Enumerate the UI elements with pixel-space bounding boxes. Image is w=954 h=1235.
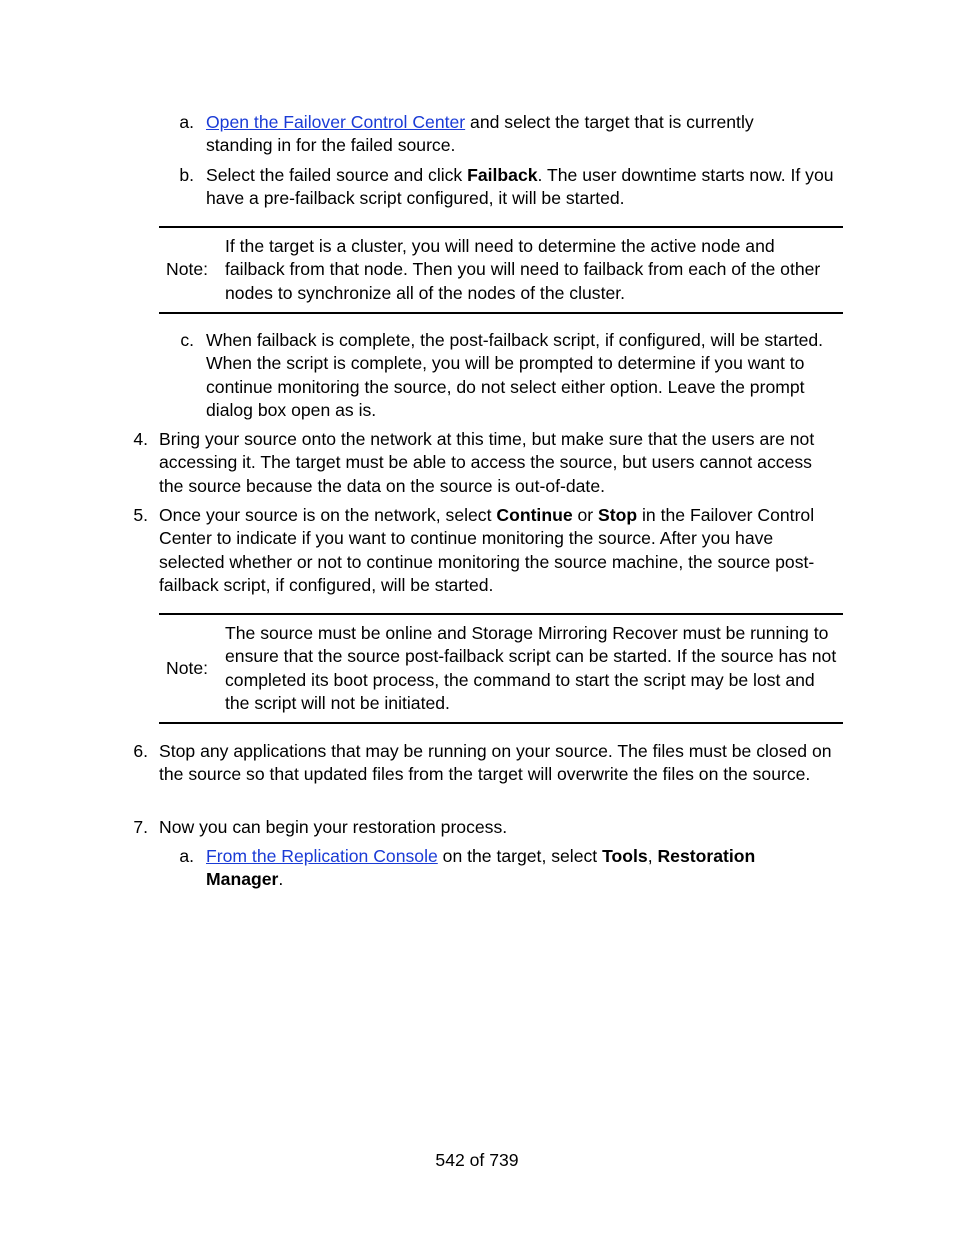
step-text: Bring your source onto the network at this time, but make sure that the users are not accessing it. The target must be able to access the source, but users cannot access the source because the data on the source is out-of-date. <box>159 429 815 496</box>
list-marker: a. <box>179 112 194 132</box>
step-text: When failback is complete, the post-failback script, if configured, will be started. When the script is complete, you will be prompted to determine if you want to continue monitoring the source, do not select either option. Leave the prompt dialog box open as is. <box>206 330 824 420</box>
step-text <box>206 111 806 158</box>
continue-term: Continue <box>496 505 573 525</box>
failback-term: Failback <box>467 165 538 185</box>
note-text: If the target is a cluster, you will need to determine the active node and failback from that node. Then you will need to failback from each of the other nodes to synchronize all of the nodes of the cluster. <box>225 236 821 303</box>
step-text-mid: or <box>572 505 599 525</box>
step-text-post: . <box>278 869 284 890</box>
list-marker: 6. <box>133 741 148 761</box>
list-marker: 4. <box>133 429 148 449</box>
list-marker: a. <box>179 846 194 866</box>
note-text: The source must be online and Storage Mirroring Recover must be running to ensure that the source post-failback script can be started. If the source has not completed its boot process, the command to start the script may be lost and the script will not be initiated. <box>225 623 837 713</box>
open-failover-control-center-link[interactable]: Open the Failover Control Center <box>206 112 466 132</box>
step-text: Stop any applications that may be running on your source. The files must be closed on the source so that updated files from the target will overwrite the files on the source. <box>159 741 832 785</box>
list-marker: 7. <box>133 817 148 837</box>
step-text-pre: Select the failed source and click <box>206 165 468 185</box>
step-text-tail: and select the target that is currently standing in for the failed source. <box>206 112 754 156</box>
note-top-rule <box>159 613 843 615</box>
step-text-post: . The user downtime starts now. If you have a pre-failback script configured, it will be started. <box>206 165 834 209</box>
step-text <box>206 164 843 211</box>
restoration-manager-term: Restoration Manager <box>206 846 756 890</box>
list-marker: 5. <box>133 505 148 525</box>
note-top-rule <box>159 226 843 228</box>
list-marker: b. <box>179 165 194 185</box>
step-text-pre: Once your source is on the network, select <box>159 505 497 525</box>
note-bottom-rule <box>159 312 843 314</box>
list-marker: c. <box>180 330 194 350</box>
stop-term: Stop <box>598 505 638 525</box>
from-replication-console-link[interactable]: From the Replication Console <box>206 846 438 866</box>
step-text <box>159 504 839 597</box>
step-text <box>206 845 806 892</box>
step-text: Now you can begin your restoration process. <box>159 817 508 837</box>
page-number: 542 of 739 <box>435 1150 519 1170</box>
note-label: Note: <box>166 259 209 279</box>
step-text-mid: , <box>647 846 658 866</box>
tools-term: Tools <box>602 846 648 866</box>
step-text-post: in the Failover Control Center to indicate if you want to continue monitoring the source. After you have selected whether or not to continue monitoring the source machine, the source post-failback script, if configured, will be started. <box>159 505 815 595</box>
step-text-pre: on the target, select <box>437 846 603 866</box>
note-label: Note: <box>166 658 209 678</box>
note-bottom-rule <box>159 722 843 724</box>
